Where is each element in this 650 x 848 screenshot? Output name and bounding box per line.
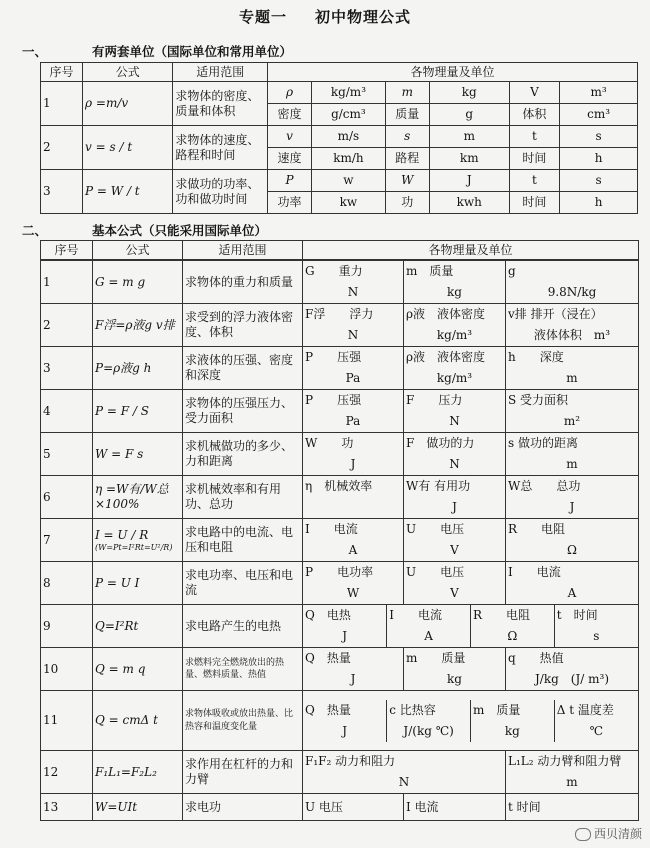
quantity-cell bbox=[303, 261, 404, 304]
quantity-symbol-name: m 质量 bbox=[406, 264, 454, 278]
quantity-cell bbox=[404, 433, 506, 476]
quantity-symbol-name: ρ液 液体密度 bbox=[406, 307, 486, 321]
header-no: 序号 bbox=[41, 63, 83, 82]
quantity-unit: N bbox=[449, 457, 460, 471]
section2-heading bbox=[22, 221, 267, 239]
formula-text: W=UIt bbox=[95, 799, 138, 814]
table-row bbox=[41, 433, 639, 476]
row-formula bbox=[93, 519, 183, 562]
quantity-unit: N bbox=[347, 328, 359, 342]
q2-name: 功 bbox=[385, 192, 429, 214]
row-no: 3 bbox=[41, 170, 83, 214]
quantity-symbol-name: t 时间 bbox=[508, 799, 541, 814]
quantity-cell bbox=[303, 390, 404, 433]
q3-unit-si: s bbox=[560, 170, 638, 192]
row-scope: 求物体吸收或放出热量、比热容和温度变化量 bbox=[183, 691, 303, 751]
row-scope: 求作用在杠杆的力和力臂 bbox=[183, 751, 303, 794]
quantity-cell bbox=[404, 519, 506, 562]
quantity-symbol-name: W有 有用功 bbox=[406, 479, 471, 493]
q2-name: 路程 bbox=[385, 148, 429, 170]
quantity-unit: m² bbox=[563, 414, 581, 428]
q1-symbol: v bbox=[267, 126, 311, 148]
row-scope: 求机械做功的多少、力和距离 bbox=[183, 433, 303, 476]
q1-name: 速度 bbox=[267, 148, 311, 170]
quantity-symbol-name: U 电压 bbox=[305, 799, 343, 814]
quantity-unit: kg/m³ bbox=[436, 371, 473, 385]
q1-unit-si: kg/m³ bbox=[312, 82, 386, 104]
quantity-cell bbox=[471, 700, 555, 742]
quantity-symbol-name: Q 热量 bbox=[305, 702, 351, 717]
q2-symbol: s bbox=[385, 126, 429, 148]
quantity-symbol-name: P 电功率 bbox=[305, 565, 374, 579]
quantity-symbol-name: F₁F₂ 动力和阻力 bbox=[305, 754, 396, 768]
quantity-symbol-name: W总 总功 bbox=[508, 479, 581, 493]
quantity-cell bbox=[471, 605, 555, 647]
quantity-unit: m bbox=[566, 371, 578, 385]
quantity-unit: W bbox=[346, 586, 360, 600]
row-formula: v = s / t bbox=[83, 126, 173, 170]
q3-unit-si: m³ bbox=[560, 82, 638, 104]
quantity-unit: Pa bbox=[345, 414, 361, 428]
quantity-group bbox=[303, 605, 639, 648]
header-scope: 适用范围 bbox=[173, 63, 268, 82]
quantity-symbol-name: U 电压 bbox=[406, 522, 465, 536]
quantity-cell bbox=[506, 562, 639, 605]
quantity-symbol-name: v排 排开（浸在） bbox=[508, 307, 603, 321]
q1-symbol: ρ bbox=[267, 82, 311, 104]
q1-name: 密度 bbox=[267, 104, 311, 126]
table-header bbox=[41, 63, 638, 82]
quantity-unit: N bbox=[449, 414, 460, 428]
quantity-unit: J bbox=[569, 500, 575, 514]
quantity-cell bbox=[303, 751, 506, 794]
row-formula bbox=[93, 347, 183, 390]
quantity-unit: m bbox=[566, 457, 578, 471]
quantity-cell bbox=[404, 390, 506, 433]
q3-name: 时间 bbox=[509, 192, 559, 214]
formula-text: P = U I bbox=[95, 575, 140, 590]
quantity-cell bbox=[506, 519, 639, 562]
q2-symbol: m bbox=[385, 82, 429, 104]
table-row bbox=[41, 605, 639, 648]
quantity-cell bbox=[506, 794, 639, 821]
formula-text: P = F / S bbox=[95, 403, 149, 418]
row-no: 13 bbox=[41, 794, 93, 821]
quantity-unit: A bbox=[424, 629, 433, 643]
q1-unit-common: kw bbox=[312, 192, 386, 214]
page-title bbox=[0, 6, 650, 27]
quantity-cell bbox=[506, 433, 639, 476]
quantity-unit: kg/m³ bbox=[436, 328, 473, 342]
quantity-unit: J bbox=[342, 723, 348, 738]
quantity-cell bbox=[554, 700, 638, 742]
quantity-symbol-name: P 压强 bbox=[305, 350, 362, 364]
q1-unit-si: m/s bbox=[312, 126, 386, 148]
basic-formulas-rows bbox=[40, 260, 639, 821]
q2-unit-si: kg bbox=[429, 82, 509, 104]
quantity-symbol-name: s 做功的距离 bbox=[508, 436, 578, 450]
quantity-unit bbox=[305, 497, 401, 518]
row-no: 6 bbox=[41, 476, 93, 519]
quantity-group bbox=[303, 691, 639, 751]
quantity-symbol-name: S 受力面积 bbox=[508, 393, 569, 407]
quantity-unit: ℃ bbox=[589, 723, 604, 738]
quantity-cell bbox=[303, 304, 404, 347]
quantity-symbol-name: Q 热量 bbox=[305, 651, 351, 665]
row-no: 2 bbox=[41, 126, 83, 170]
quantity-symbol-name: I 电流 bbox=[508, 565, 561, 579]
quantity-cell bbox=[303, 648, 404, 691]
row-no: 7 bbox=[41, 519, 93, 562]
table-row bbox=[41, 519, 639, 562]
header-quantities: 各物理量及单位 bbox=[267, 63, 637, 82]
row-formula bbox=[93, 261, 183, 304]
quantity-symbol-name: m 质量 bbox=[406, 651, 466, 665]
quantity-cell bbox=[404, 794, 506, 821]
quantity-cell bbox=[404, 304, 506, 347]
header-formula: 公式 bbox=[83, 63, 173, 82]
quantity-unit: 液体体积 m³ bbox=[533, 328, 611, 342]
quantity-symbol-name: U 电压 bbox=[406, 565, 465, 579]
row-scope: 求燃料完全燃烧放出的热量、燃料质量、热值 bbox=[183, 648, 303, 691]
table-row bbox=[41, 126, 638, 148]
quantity-unit: Ω bbox=[507, 629, 518, 643]
q2-unit-si: m bbox=[429, 126, 509, 148]
row-formula bbox=[93, 433, 183, 476]
q2-unit-common: g bbox=[429, 104, 509, 126]
quantity-unit: J/(kg ℃) bbox=[403, 723, 454, 738]
quantity-unit: V bbox=[450, 543, 459, 557]
row-formula bbox=[93, 304, 183, 347]
quantity-unit: V bbox=[450, 586, 459, 600]
row-scope: 求物体的重力和质量 bbox=[183, 261, 303, 304]
q3-symbol: t bbox=[509, 170, 559, 192]
quantity-unit: N bbox=[398, 775, 410, 789]
formula-note: (W=Pt=I²Rt=U²/R) bbox=[95, 542, 173, 552]
table-row bbox=[41, 347, 639, 390]
quantity-unit: J/kg (J/ m³) bbox=[534, 672, 610, 686]
row-formula: P = W / t bbox=[83, 170, 173, 214]
formula-text: F₁L₁=F₂L₂ bbox=[95, 764, 157, 779]
quantity-cell bbox=[303, 519, 404, 562]
section1-title: 有两套单位（国际单位和常用单位） bbox=[92, 44, 293, 59]
table-header bbox=[41, 241, 639, 260]
quantity-cell bbox=[404, 562, 506, 605]
quantity-cell bbox=[303, 794, 404, 821]
quantity-symbol-name: L₁L₂ 动力臂和阻力臂 bbox=[508, 754, 622, 768]
section2-title: 基本公式（只能采用国际单位） bbox=[92, 223, 268, 238]
quantity-cell bbox=[506, 648, 639, 691]
quantity-symbol-name: I 电流 bbox=[406, 799, 439, 814]
q3-symbol: t bbox=[509, 126, 559, 148]
quantity-cell bbox=[506, 751, 639, 794]
quantity-cell bbox=[554, 605, 638, 647]
quantity-symbol-name: G 重力 bbox=[305, 264, 363, 278]
quantity-cell bbox=[506, 304, 639, 347]
quantity-cell bbox=[387, 700, 471, 742]
quantity-unit: A bbox=[348, 543, 358, 557]
table-row bbox=[41, 304, 639, 347]
formula-text: W = F s bbox=[95, 446, 144, 461]
quantity-symbol-name: q 热值 bbox=[508, 651, 564, 665]
quantity-unit: J bbox=[452, 500, 457, 514]
table-row bbox=[41, 390, 639, 433]
row-scope: 求受到的浮力液体密度、体积 bbox=[183, 304, 303, 347]
row-formula bbox=[93, 390, 183, 433]
q1-symbol: P bbox=[267, 170, 311, 192]
row-scope: 求物体的速度、路程和时间 bbox=[173, 126, 268, 170]
quantity-unit: s bbox=[593, 629, 600, 643]
q1-unit-si: w bbox=[312, 170, 386, 192]
q3-unit-si: s bbox=[560, 126, 638, 148]
quantity-cell bbox=[303, 433, 404, 476]
row-formula bbox=[93, 476, 183, 519]
quantity-symbol-name: I 电流 bbox=[389, 608, 442, 622]
q2-unit-common: kwh bbox=[429, 192, 509, 214]
row-no: 1 bbox=[41, 82, 83, 126]
row-no: 5 bbox=[41, 433, 93, 476]
quantity-cell bbox=[404, 648, 506, 691]
formula-text: G = m g bbox=[95, 274, 146, 289]
quantity-unit: J bbox=[350, 457, 356, 471]
quantity-cell bbox=[506, 390, 639, 433]
formula-text: F浮=ρ液g v排 bbox=[95, 317, 175, 332]
quantity-unit: kg bbox=[504, 723, 520, 738]
table-row bbox=[41, 648, 639, 691]
quantity-symbol-name: Δ t 温度差 bbox=[556, 702, 614, 717]
quantity-cell bbox=[404, 347, 506, 390]
row-formula bbox=[93, 794, 183, 821]
row-formula: ρ =m/v bbox=[83, 82, 173, 126]
quantity-symbol-name: g bbox=[508, 264, 516, 278]
row-no: 3 bbox=[41, 347, 93, 390]
quantity-cell bbox=[404, 476, 506, 519]
quantity-symbol-name: P 压强 bbox=[305, 393, 362, 407]
basic-formulas-table bbox=[40, 240, 639, 260]
table-row bbox=[41, 261, 639, 304]
row-scope: 求电路中的电流、电压和电阻 bbox=[183, 519, 303, 562]
header-quantities: 各物理量及单位 bbox=[303, 241, 639, 260]
title-name: 初中物理公式 bbox=[315, 8, 412, 26]
section1-heading bbox=[22, 42, 292, 60]
row-scope: 求电功率、电压和电流 bbox=[183, 562, 303, 605]
table-row bbox=[41, 751, 639, 794]
row-no: 11 bbox=[41, 691, 93, 751]
section2-num: 二、 bbox=[22, 223, 48, 238]
quantity-unit: J bbox=[342, 629, 348, 643]
table-row bbox=[41, 82, 638, 104]
quantity-symbol-name: ρ液 液体密度 bbox=[406, 350, 486, 364]
wechat-icon bbox=[575, 828, 591, 841]
formula-text: Q=I²Rt bbox=[95, 618, 139, 633]
header-formula: 公式 bbox=[93, 241, 183, 260]
quantity-unit: 9.8N/kg bbox=[547, 285, 597, 299]
quantity-cell bbox=[506, 347, 639, 390]
row-formula bbox=[93, 648, 183, 691]
formula-text: η =W有/W总×100% bbox=[95, 482, 169, 511]
row-no: 10 bbox=[41, 648, 93, 691]
quantity-cell bbox=[404, 261, 506, 304]
q1-unit-common: g/cm³ bbox=[312, 104, 386, 126]
quantity-unit: J bbox=[350, 672, 356, 686]
formula-text: Q = cmΔ t bbox=[95, 713, 158, 727]
row-scope: 求机械效率和有用功、总功 bbox=[183, 476, 303, 519]
row-scope: 求电路产生的电热 bbox=[183, 605, 303, 648]
title-topic: 专题一 bbox=[238, 8, 287, 26]
q1-name: 功率 bbox=[267, 192, 311, 214]
row-formula bbox=[93, 605, 183, 648]
quantity-symbol-name: F 做功的力 bbox=[406, 436, 475, 450]
row-no: 4 bbox=[41, 390, 93, 433]
row-no: 12 bbox=[41, 751, 93, 794]
watermark-text: 西贝清颜 bbox=[593, 827, 642, 841]
quantity-unit: m bbox=[566, 775, 578, 789]
table-row bbox=[41, 794, 639, 821]
quantity-symbol-name: F 压力 bbox=[406, 393, 463, 407]
quantity-cell bbox=[303, 476, 404, 519]
formula-text: P=ρ液g h bbox=[95, 360, 152, 375]
quantity-unit: Ω bbox=[567, 543, 577, 557]
quantity-unit: N bbox=[347, 285, 359, 299]
table-row bbox=[41, 170, 638, 192]
row-formula bbox=[93, 691, 183, 751]
quantity-symbol-name: Q 电热 bbox=[305, 608, 351, 622]
table-row bbox=[41, 691, 639, 751]
table-row bbox=[41, 476, 639, 519]
row-scope: 求液体的压强、密度和深度 bbox=[183, 347, 303, 390]
quantity-symbol-name: t 时间 bbox=[556, 608, 598, 622]
quantity-unit: Pa bbox=[345, 371, 361, 385]
q2-unit-si: J bbox=[429, 170, 509, 192]
q3-unit-common: h bbox=[560, 192, 638, 214]
q3-name: 时间 bbox=[509, 148, 559, 170]
quantity-symbol-name: R 电阻 bbox=[508, 522, 566, 536]
quantity-symbol-name: c 比热容 bbox=[389, 702, 436, 717]
quantity-cell bbox=[387, 605, 471, 647]
q2-name: 质量 bbox=[385, 104, 429, 126]
header-no: 序号 bbox=[41, 241, 93, 260]
formula-text: I = U / R bbox=[95, 527, 149, 542]
quantity-symbol-name: R 电阻 bbox=[473, 608, 531, 622]
section1-num: 一、 bbox=[22, 44, 48, 59]
row-no: 1 bbox=[41, 261, 93, 304]
q3-unit-common: h bbox=[560, 148, 638, 170]
q3-unit-common: cm³ bbox=[560, 104, 638, 126]
quantity-unit: A bbox=[567, 586, 577, 600]
q1-unit-common: km/h bbox=[312, 148, 386, 170]
quantity-symbol-name: W 功 bbox=[305, 436, 354, 450]
quantity-symbol-name: h 深度 bbox=[508, 350, 564, 364]
units-table bbox=[40, 62, 638, 214]
header-scope: 适用范围 bbox=[183, 241, 303, 260]
quantity-cell bbox=[303, 347, 404, 390]
watermark bbox=[575, 825, 642, 842]
quantity-cell bbox=[303, 605, 387, 647]
row-no: 8 bbox=[41, 562, 93, 605]
quantity-cell bbox=[303, 562, 404, 605]
quantity-cell bbox=[506, 476, 639, 519]
formula-text: Q = m q bbox=[95, 661, 146, 676]
q2-symbol: W bbox=[385, 170, 429, 192]
table-row bbox=[41, 562, 639, 605]
quantity-symbol-name: m 质量 bbox=[473, 702, 521, 717]
quantity-unit: kg bbox=[447, 672, 462, 686]
row-no: 2 bbox=[41, 304, 93, 347]
row-scope: 求物体的密度、质量和体积 bbox=[173, 82, 268, 126]
row-formula bbox=[93, 562, 183, 605]
quantity-symbol-name: F浮 浮力 bbox=[305, 307, 374, 321]
q3-name: 体积 bbox=[509, 104, 559, 126]
row-formula bbox=[93, 751, 183, 794]
row-scope: 求电功 bbox=[183, 794, 303, 821]
row-scope: 求做功的功率、功和做功时间 bbox=[173, 170, 268, 214]
quantity-cell bbox=[303, 700, 387, 742]
q2-unit-common: km bbox=[429, 148, 509, 170]
quantity-symbol-name: I 电流 bbox=[305, 522, 358, 536]
row-no: 9 bbox=[41, 605, 93, 648]
quantity-unit: kg bbox=[447, 285, 462, 299]
q3-symbol: V bbox=[509, 82, 559, 104]
quantity-symbol-name: η 机械效率 bbox=[305, 479, 373, 493]
quantity-cell bbox=[506, 261, 639, 304]
row-scope: 求物体的压强压力、受力面积 bbox=[183, 390, 303, 433]
